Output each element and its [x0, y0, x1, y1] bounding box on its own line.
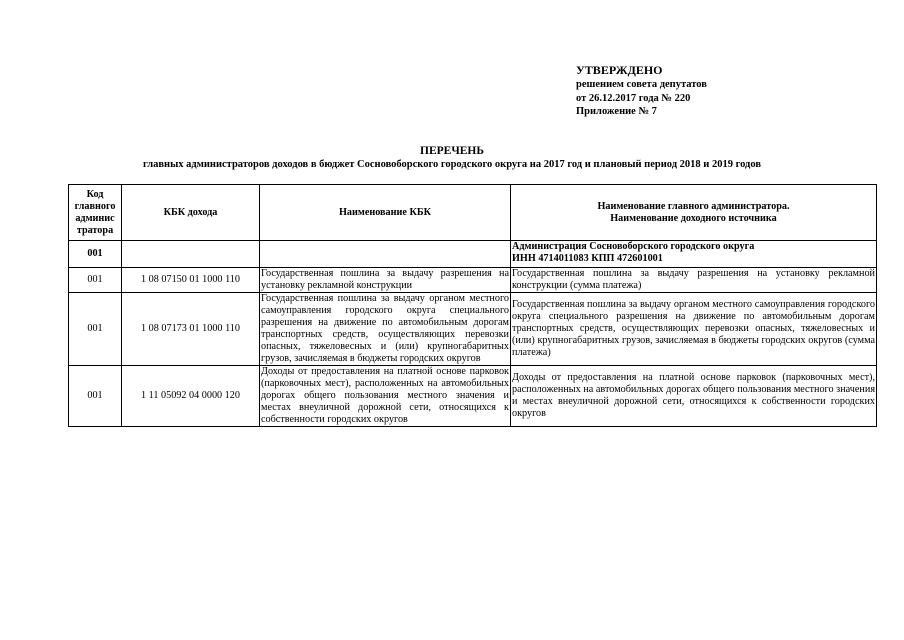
header-kbk: КБК дохода	[122, 185, 260, 241]
title-heading: ПЕРЕЧЕНЬ	[420, 145, 484, 157]
administrators-table	[68, 184, 877, 427]
row-kbk: 1 11 05092 04 0000 120	[122, 366, 260, 427]
approval-line-decision: решением совета депутатов	[576, 79, 707, 90]
row-code: 001	[69, 268, 122, 293]
approval-line-appendix: Приложение № 7	[576, 106, 657, 117]
row-code: 001	[69, 366, 122, 427]
header-admin-name-line2: Наименование доходного источника	[610, 212, 777, 224]
header-admin-name-line1: Наименование главного администратора.	[597, 200, 790, 212]
header-kbk-name: Наименование КБК	[260, 185, 511, 241]
row-kbk-name: Доходы от предоставления на платной основе парковок (парковочных мест), расположенных на автомобильных дорогах общего пользования местного значения и местах внеуличной дорожной сети, относящихся к собственности городских округов	[261, 366, 509, 425]
table-header-row	[69, 185, 877, 241]
admin-inn-kpp: ИНН 4714011083 КПП 472601001	[512, 253, 663, 264]
header-code: Код главного админис тратора	[69, 185, 122, 241]
title-subheading: главных администраторов доходов в бюджет Сосновоборского городского округа на 2017 год и плановый период 2018 и 2019 годов	[142, 159, 762, 170]
row-kbk: 1 08 07150 01 1000 110	[122, 268, 260, 293]
admin-kbk-name-empty	[260, 241, 511, 268]
admin-code: 001	[69, 241, 122, 268]
row-source: Государственная пошлина за выдачу разрешения на установку рекламной конструкции (сумма платежа)	[512, 268, 875, 291]
admin-row	[69, 241, 877, 268]
approval-line-date: от 26.12.2017 года № 220	[576, 92, 691, 104]
row-kbk-name: Государственная пошлина за выдачу органом местного самоуправления городского округа специального разрешения на движение по автомобильным дорогам транспортных средств, осуществляющих перевозки опасных, тяжеловесных и (или) крупногабаритных грузов, зачисляемая в бюджеты городских округов	[261, 293, 509, 364]
admin-name: Администрация Сосновоборского городского округа	[512, 241, 755, 252]
header-admin-name	[511, 185, 877, 241]
row-kbk: 1 08 07173 01 1000 110	[122, 293, 260, 366]
document-title	[0, 144, 904, 171]
admin-name-cell	[511, 241, 877, 268]
approval-block	[576, 63, 707, 119]
row-source: Доходы от предоставления на платной основе парковок (парковочных мест), расположенных на автомобильных дорогах общего пользования местного значения и местах внеуличной дорожной сети, относящихся к собственности городских округов	[511, 366, 877, 427]
admin-kbk-empty	[122, 241, 260, 268]
row-kbk-name: Государственная пошлина за выдачу разрешения на установку рекламной конструкции	[261, 268, 509, 291]
table-row	[69, 293, 877, 366]
approval-heading: УТВЕРЖДЕНО	[576, 63, 663, 77]
table-row	[69, 366, 877, 427]
row-source: Государственная пошлина за выдачу органом местного самоуправления городского округа специального разрешения на движение по автомобильным дорогам транспортных средств, осуществляющих перевозки опасных, тяжеловесных и (или) крупногабаритных грузов, зачисляемая в бюджеты городских округов (сумма платежа)	[511, 293, 877, 366]
table-row	[69, 268, 877, 293]
row-code: 001	[69, 293, 122, 366]
